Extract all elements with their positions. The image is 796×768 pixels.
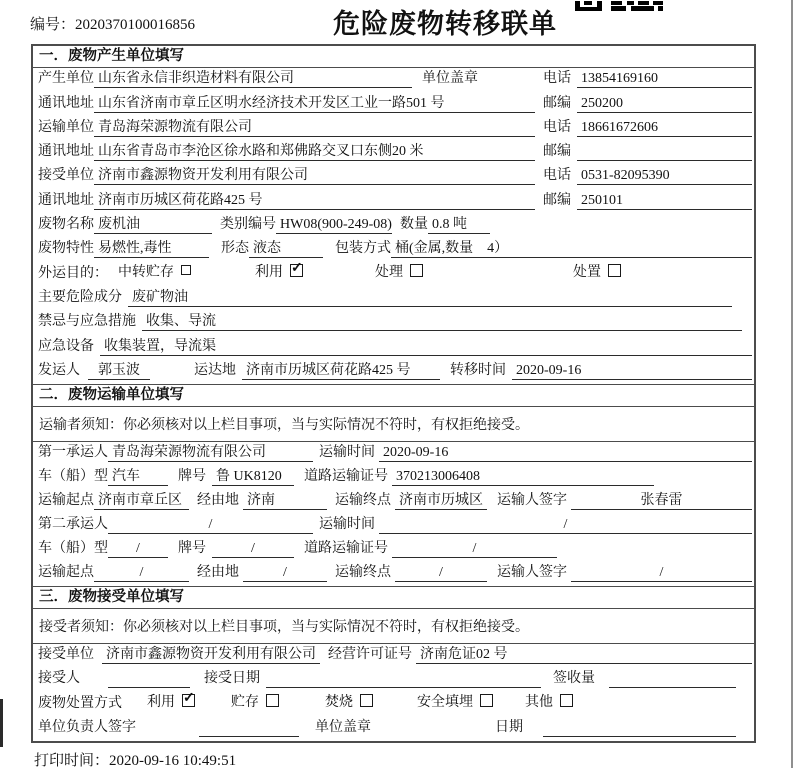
- addr1-value: 山东省济南市章丘区明水经济技术开发区工业一路501 号: [94, 92, 535, 113]
- zip1-value: 250200: [577, 96, 752, 113]
- traits-label: 废物特性: [38, 241, 94, 257]
- disposal-label: 废物处置方式: [38, 695, 122, 711]
- addr1-label: 通讯地址: [38, 95, 94, 111]
- origin1-label: 运输起点: [38, 492, 94, 508]
- disposal-option-label: 焚烧: [325, 694, 353, 710]
- field-row-shipper: [33, 360, 754, 384]
- field-row-waste-traits: [33, 238, 754, 262]
- phone2-label: 电话: [543, 119, 571, 135]
- field-row-accept-unit: [33, 644, 754, 668]
- vehicle2-value: /: [108, 541, 168, 558]
- producer-value: 山东省永信非织造材料有限公司: [94, 67, 412, 88]
- quantity-label: 数量: [400, 217, 428, 233]
- plate2-value: /: [212, 541, 294, 558]
- section3-notice: [33, 609, 754, 644]
- acceptor-value: [108, 687, 190, 688]
- purpose-option-treat: [375, 261, 423, 283]
- field-row-disposal: [33, 692, 754, 716]
- transfer-time-value: 2020-09-16: [512, 363, 752, 380]
- addr3-value: 济南市历城区荷花路425 号: [94, 189, 535, 210]
- time2-label: 运输时间: [319, 516, 375, 532]
- purpose-option-label: 处理: [375, 264, 403, 280]
- section3-body: [33, 644, 754, 741]
- origin1-value: 济南市章丘区: [94, 489, 189, 510]
- hazard-label: 主要危险成分: [38, 289, 122, 305]
- license-label: 经营许可证号: [328, 647, 412, 663]
- taboo-label: 禁忌与应急措施: [38, 314, 136, 330]
- addr2-label: 通讯地址: [38, 144, 94, 160]
- zip3-value: 250101: [577, 193, 752, 210]
- manager-sign-value: [199, 736, 299, 737]
- shipper-value: 郭玉波: [88, 359, 150, 380]
- zip1-label: 邮编: [543, 95, 571, 111]
- field-row-carrier1: [33, 442, 754, 466]
- receiver-notice-text: 接受者须知：你必须核对以上栏目事项，当与实际情况不符时，有权拒绝接受。: [39, 619, 529, 635]
- field-row-route2: [33, 562, 754, 586]
- field-row-hazard: [33, 287, 754, 311]
- page-edge-line-left: [0, 699, 3, 747]
- disposal-other-checkbox: [560, 694, 573, 707]
- transporter-notice-text: 运输者须知：你必须核对以上栏目事项，当与实际情况不符时，有权拒绝接受。: [39, 417, 529, 433]
- utilize-checkbox: [290, 264, 303, 277]
- accept-unit-label: 接受单位: [38, 647, 94, 663]
- sign1-value: 张春雷: [571, 489, 752, 510]
- vehicle1-label: 车（船）型: [38, 468, 108, 484]
- road-cert2-value: /: [392, 541, 557, 558]
- disposal-option-label: 其他: [525, 694, 553, 710]
- accept-unit-value: 济南市鑫源物资开发利用有限公司: [102, 643, 320, 664]
- field-row-producer: [33, 68, 754, 92]
- manifest-form-table: [31, 44, 756, 743]
- purpose-option-label: 处置: [573, 264, 601, 280]
- seal-label: 单位盖章: [422, 71, 478, 87]
- date-label: 日期: [495, 720, 523, 736]
- section2-title: 二．废物运输单位填写: [33, 384, 754, 407]
- sign2-value: /: [571, 565, 752, 582]
- section1-body: [33, 68, 754, 384]
- purpose-label: 外运目的：: [38, 265, 108, 281]
- sign2-label: 运输人签字: [497, 564, 567, 580]
- section1-title: 一．废物产生单位填写: [33, 46, 754, 68]
- received-qty-label: 签收量: [553, 671, 595, 687]
- print-time-value: 2020-09-16 10:49:51: [109, 753, 237, 768]
- zip3-label: 邮编: [543, 192, 571, 208]
- field-row-vehicle1: [33, 466, 754, 490]
- print-time-label: 打印时间：: [34, 753, 110, 768]
- plate2-label: 牌号: [178, 540, 206, 556]
- end1-value: 济南市历城区: [395, 489, 487, 510]
- receiver-value: 济南市鑫源物资开发利用有限公司: [94, 164, 535, 185]
- field-row-transporter-address: [33, 141, 754, 165]
- field-row-vehicle2: [33, 538, 754, 562]
- plate1-value: 鲁 UK8120: [212, 465, 294, 486]
- traits-value: 易燃性,毒性: [94, 237, 209, 258]
- quantity-value: 0.8 吨: [428, 213, 490, 234]
- page-title: 危险废物转移联单: [333, 9, 557, 39]
- equipment-label: 应急设备: [38, 338, 94, 354]
- purpose-option-label: 利用: [255, 264, 283, 280]
- plate1-label: 牌号: [178, 468, 206, 484]
- accept-date-value: [266, 687, 541, 688]
- carrier2-label: 第二承运人: [38, 516, 108, 532]
- waste-name-value: 废机油: [94, 213, 212, 234]
- addr3-label: 通讯地址: [38, 192, 94, 208]
- phone3-value: 0531-82095390: [577, 168, 752, 185]
- road-cert1-value: 370213006408: [392, 469, 654, 486]
- category-value: HW08(900-249-08): [276, 217, 392, 234]
- road-cert1-label: 道路运输证号: [304, 468, 388, 484]
- phone2-value: 18661672606: [577, 120, 752, 137]
- origin2-label: 运输起点: [38, 564, 94, 580]
- equipment-value: 收集装置，导流渠: [100, 335, 752, 356]
- field-row-receiver: [33, 165, 754, 189]
- print-time: [34, 749, 236, 768]
- field-row-equipment: [33, 335, 754, 359]
- via2-value: /: [243, 565, 327, 582]
- disposal-incinerate-checkbox: [360, 694, 373, 707]
- field-row-purpose: [33, 262, 754, 286]
- field-row-receiver-address: [33, 189, 754, 213]
- field-row-manager-sign: [33, 717, 754, 741]
- disposal-option-landfill: [417, 691, 493, 713]
- field-row-transporter: [33, 117, 754, 141]
- disposal-option-label: 利用: [147, 694, 175, 710]
- time2-value: /: [379, 517, 752, 534]
- via2-label: 经由地: [197, 564, 239, 580]
- page-edge-line-right: [791, 0, 793, 768]
- vehicle2-label: 车（船）型: [38, 540, 108, 556]
- serial-label: 编号：: [30, 17, 76, 33]
- carrier2-value: /: [108, 517, 313, 534]
- phone1-label: 电话: [543, 71, 571, 87]
- road-cert2-label: 道路运输证号: [304, 540, 388, 556]
- serial-value: 2020370100016856: [75, 17, 196, 33]
- serial-number: [30, 13, 195, 34]
- acceptor-label: 接受人: [38, 671, 80, 687]
- manager-sign-label: 单位负责人签字: [38, 720, 136, 736]
- addr2-value: 山东省青岛市李沧区徐水路和郑佛路交叉口东侧20 米: [94, 140, 535, 161]
- waste-name-label: 废物名称: [38, 217, 94, 233]
- field-row-taboo: [33, 311, 754, 335]
- field-row-producer-address: [33, 92, 754, 116]
- section3-title: 三．废物接受单位填写: [33, 586, 754, 609]
- form-value: 液态: [249, 237, 323, 258]
- unit-seal-label: 单位盖章: [315, 720, 371, 736]
- shipper-label: 发运人: [38, 362, 80, 378]
- transfer-storage-checkbox: [181, 265, 191, 275]
- section2-notice: [33, 407, 754, 442]
- field-row-carrier2: [33, 514, 754, 538]
- section2-body: [33, 442, 754, 586]
- disposal-option-label: 安全填埋: [417, 694, 473, 710]
- purpose-option-dispose: [573, 261, 621, 283]
- purpose-option-label: 中转贮存: [118, 264, 174, 280]
- carrier1-label: 第一承运人: [38, 444, 108, 460]
- disposal-landfill-checkbox: [480, 694, 493, 707]
- transporter-label: 运输单位: [38, 119, 94, 135]
- accept-date-label: 接受日期: [204, 671, 260, 687]
- license-value: 济南危证02 号: [416, 643, 752, 664]
- phone1-value: 13854169160: [577, 71, 752, 88]
- packaging-label: 包装方式: [335, 241, 391, 257]
- disposal-option-store: [231, 691, 279, 713]
- dispose-checkbox: [608, 264, 621, 277]
- receiver-label: 接受单位: [38, 168, 94, 184]
- end2-label: 运输终点: [335, 564, 391, 580]
- vehicle1-value: 汽车: [108, 465, 168, 486]
- transporter-value: 青岛海荣源物流有限公司: [94, 116, 535, 137]
- time1-label: 运输时间: [319, 444, 375, 460]
- zip2-label: 邮编: [543, 144, 571, 160]
- transfer-time-label: 转移时间: [450, 362, 506, 378]
- purpose-option-utilize: [255, 261, 303, 283]
- end2-value: /: [395, 565, 487, 582]
- phone3-label: 电话: [543, 168, 571, 184]
- time1-value: 2020-09-16: [379, 445, 752, 462]
- disposal-option-incinerate: [325, 691, 373, 713]
- carrier1-value: 青岛海荣源物流有限公司: [108, 441, 313, 462]
- hazard-value: 废矿物油: [128, 286, 732, 307]
- via1-value: 济南: [243, 489, 327, 510]
- zip2-value: [577, 160, 752, 161]
- category-label: 类别编号: [220, 217, 276, 233]
- sign1-label: 运输人签字: [497, 492, 567, 508]
- disposal-option-utilize: [147, 691, 195, 713]
- disposal-utilize-checkbox: [182, 694, 195, 707]
- destination-label: 运达地: [194, 362, 236, 378]
- date-value: [543, 736, 736, 737]
- taboo-value: 收集、导流: [142, 310, 742, 331]
- field-row-route1: [33, 490, 754, 514]
- end1-label: 运输终点: [335, 492, 391, 508]
- destination-value: 济南市历城区荷花路425 号: [242, 359, 440, 380]
- origin2-value: /: [94, 565, 189, 582]
- field-row-acceptor: [33, 668, 754, 692]
- via1-label: 经由地: [197, 492, 239, 508]
- disposal-store-checkbox: [266, 694, 279, 707]
- purpose-option-transfer-storage: [118, 261, 191, 283]
- disposal-option-other: [525, 691, 573, 713]
- packaging-value: 桶(金属,数量 4）: [391, 237, 752, 258]
- treat-checkbox: [410, 264, 423, 277]
- disposal-option-label: 贮存: [231, 694, 259, 710]
- form-label: 形态: [221, 241, 249, 257]
- producer-label: 产生单位: [38, 71, 94, 87]
- received-qty-value: [609, 687, 736, 688]
- field-row-waste-name: [33, 214, 754, 238]
- qr-code-fragment-icon: [575, 0, 663, 16]
